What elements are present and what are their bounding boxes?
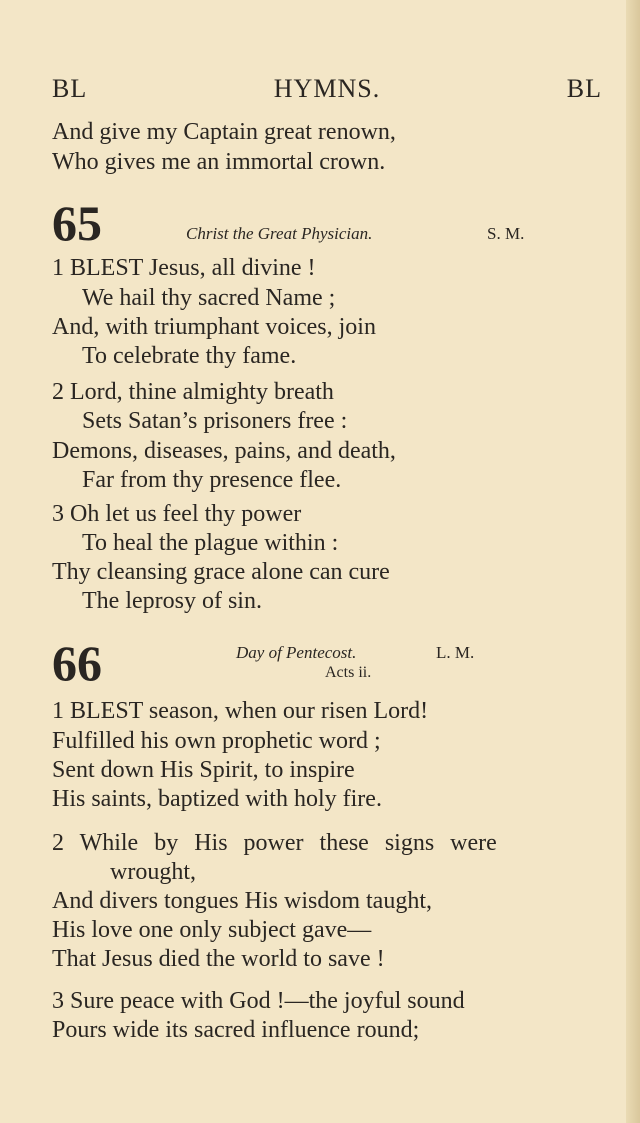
hymn-65-s3-l2: To heal the plague within :: [82, 530, 339, 556]
hymn-66-s2-l5: That Jesus died the world to save !: [52, 946, 385, 972]
hymn-66-s2-l1: 2 While by His power these signs were: [52, 830, 497, 856]
hymn-66-s2-l4: His love one only subject gave—: [52, 917, 372, 943]
intro-line-1: And give my Captain great renown,: [52, 119, 396, 145]
hymn-65-s2-l3: Demons, diseases, pains, and death,: [52, 438, 396, 464]
hymn-65-s2-l1: 2 Lord, thine almighty breath: [52, 379, 334, 405]
hymn-65-s1-l2: We hail thy sacred Name ;: [82, 285, 336, 311]
hymn-66-s3-l1: 3 Sure peace with God !—the joyful sound: [52, 988, 465, 1014]
hymn-65-s1-l4: To celebrate thy fame.: [82, 343, 297, 369]
hymn-66-s1-l2: Fulfilled his own prophetic word ;: [52, 728, 381, 754]
hymn-65-s1-l1: 1 BLEST Jesus, all divine !: [52, 255, 316, 281]
header-title: HYMNS.: [273, 74, 381, 103]
hymn-65-title: Christ the Great Physician.: [186, 224, 373, 243]
hymn-66-number: 66: [52, 635, 102, 691]
header-right: BL: [566, 74, 602, 103]
header-left: BL: [52, 74, 88, 103]
hymn-66-s1-l1: 1 BLEST season, when our risen Lord!: [52, 698, 429, 724]
hymn-65-s1-l3: And, with triumphant voices, join: [52, 314, 376, 340]
hymn-65-number: 65: [52, 195, 102, 251]
hymn-66-meter: L. M.: [436, 643, 475, 662]
hymn-66-s2-l2: wrought,: [110, 859, 196, 885]
hymn-65-s3-l4: The leprosy of sin.: [82, 588, 262, 614]
hymn-66-s1-l4: His saints, baptized with holy fire.: [52, 786, 382, 812]
hymn-66-title: Day of Pentecost.: [236, 643, 357, 662]
hymn-65-s3-l1: 3 Oh let us feel thy power: [52, 501, 302, 527]
hymn-65-s3-l3: Thy cleansing grace alone can cure: [52, 559, 390, 585]
running-header: [52, 74, 602, 110]
hymn-66-s2-l3: And divers tongues His wisdom taught,: [52, 888, 432, 914]
hymn-65-meter: S. M.: [487, 224, 525, 243]
intro-line-2: Who gives me an immortal crown.: [52, 149, 386, 175]
hymn-66-s3-l2: Pours wide its sacred influence round;: [52, 1017, 420, 1043]
hymn-66-s1-l3: Sent down His Spirit, to inspire: [52, 757, 355, 783]
page-edge: [626, 0, 640, 1123]
hymn-66-reference: Acts ii.: [325, 664, 372, 681]
hymn-65-s2-l4: Far from thy presence flee.: [82, 467, 342, 493]
hymn-65-s2-l2: Sets Satan’s prisoners free :: [82, 408, 348, 434]
